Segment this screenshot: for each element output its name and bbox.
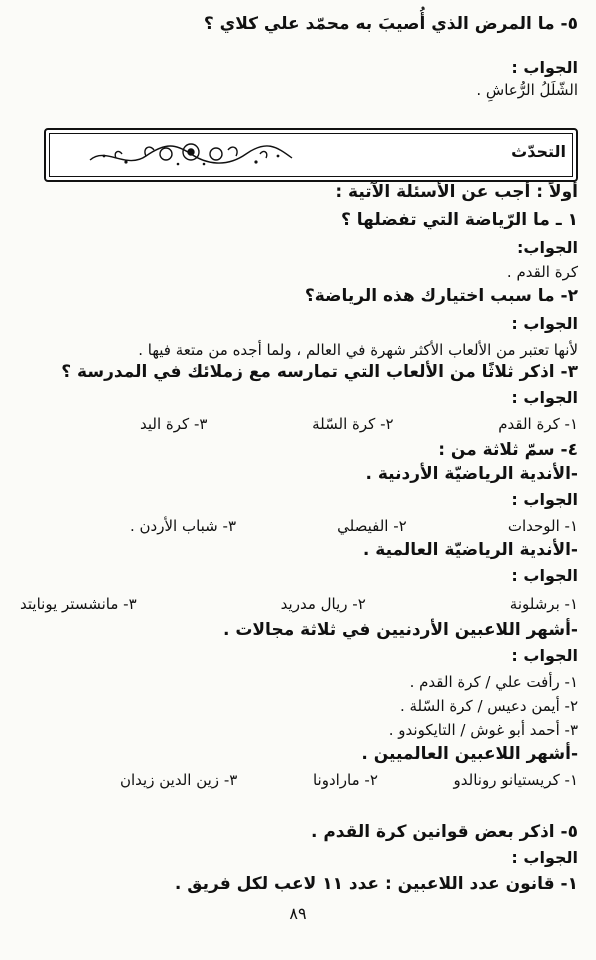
question-3: ٣- اذكر ثلاثًا من الألعاب التي تمارسه مع زملائك في المدرسة ؟ [61, 362, 578, 382]
list-item: ٢- مارادونا [312, 771, 378, 789]
answer-label-4a: الجواب : [511, 490, 578, 509]
answer-4c-item-1: ١- رأفت علي / كرة القدم . [409, 673, 578, 691]
question-1: ١ ـ ما الرّياضة التي تفضلها ؟ [340, 210, 578, 230]
list-item: ٢- كرة السّلة [312, 415, 394, 433]
question-4c: -أشهر اللاعبين الأردنيين في ثلاثة مجالات . [222, 620, 578, 640]
answer-4a-items [130, 516, 578, 536]
section-header-box [44, 128, 578, 182]
answer-label-4c: الجواب : [511, 646, 578, 665]
list-item: ١- كريستيانو رونالدو [453, 771, 578, 789]
question-5: ٥- اذكر بعض قوانين كرة القدم . [310, 822, 578, 842]
page-number: ٨٩ [289, 904, 307, 923]
answer-2: لأنها تعتبر من الألعاب الأكثر شهرة في العالم ، ولما أجده من متعة فيها . [138, 341, 578, 359]
answer-label-2: الجواب : [511, 314, 578, 333]
list-item: ٢- الفيصلي [337, 517, 407, 535]
answer-4b-items [20, 594, 578, 614]
list-item: ١- برشلونة [509, 595, 578, 613]
answer-label-1: الجواب: [516, 238, 578, 257]
question-4: ٤- سمّ ثلاثة من : [438, 440, 578, 460]
list-item: ١- كرة القدم [498, 415, 578, 433]
list-item: ٣- كرة اليد [140, 415, 208, 433]
list-item: ٢- ريال مدريد [280, 595, 366, 613]
answer-label-5: الجواب : [511, 848, 578, 867]
floral-ornament-icon [86, 136, 296, 172]
list-item: ١- الوحدات [507, 517, 578, 535]
answer-3-items [140, 414, 578, 434]
question-4b: -الأندية الرياضيّة العالمية . [362, 540, 578, 560]
list-item: ٣- شباب الأردن . [130, 517, 236, 535]
question-2: ٢- ما سبب اختيارك هذه الرياضة؟ [304, 286, 578, 306]
question-5-top: ٥- ما المرض الذي أُصيبَ به محمّد علي كلاي ؟ [203, 14, 578, 34]
answer-label-4b: الجواب : [511, 566, 578, 585]
answer-4c-item-3: ٣- أحمد أبو غوش / التايكوندو . [388, 721, 578, 739]
answer-label-top: الجواب : [511, 58, 578, 77]
answer-4d-items [120, 770, 578, 790]
answer-5: ١- قانون عدد اللاعبين : عدد ١١ لاعب لكل فريق . [174, 874, 578, 894]
question-4d: -أشهر اللاعبين العالميين . [361, 744, 578, 764]
section-title: التحدّث [511, 142, 566, 161]
question-4a: -الأندية الرياضيّة الأردنية . [365, 464, 578, 484]
answer-label-3: الجواب : [511, 388, 578, 407]
answer-top: الشّلَلُ الرُّعاشِ . [476, 81, 578, 99]
list-item: ٣- زين الدين زيدان [120, 771, 238, 789]
answer-4c-item-2: ٢- أيمن دعيس / كرة السّلة . [399, 697, 578, 715]
list-item: ٣- مانشستر يونايتد [20, 595, 137, 613]
answer-1: كرة القدم . [506, 263, 578, 281]
section-heading: أولاً : أجب عن الأسئلة الآتية : [335, 182, 578, 202]
